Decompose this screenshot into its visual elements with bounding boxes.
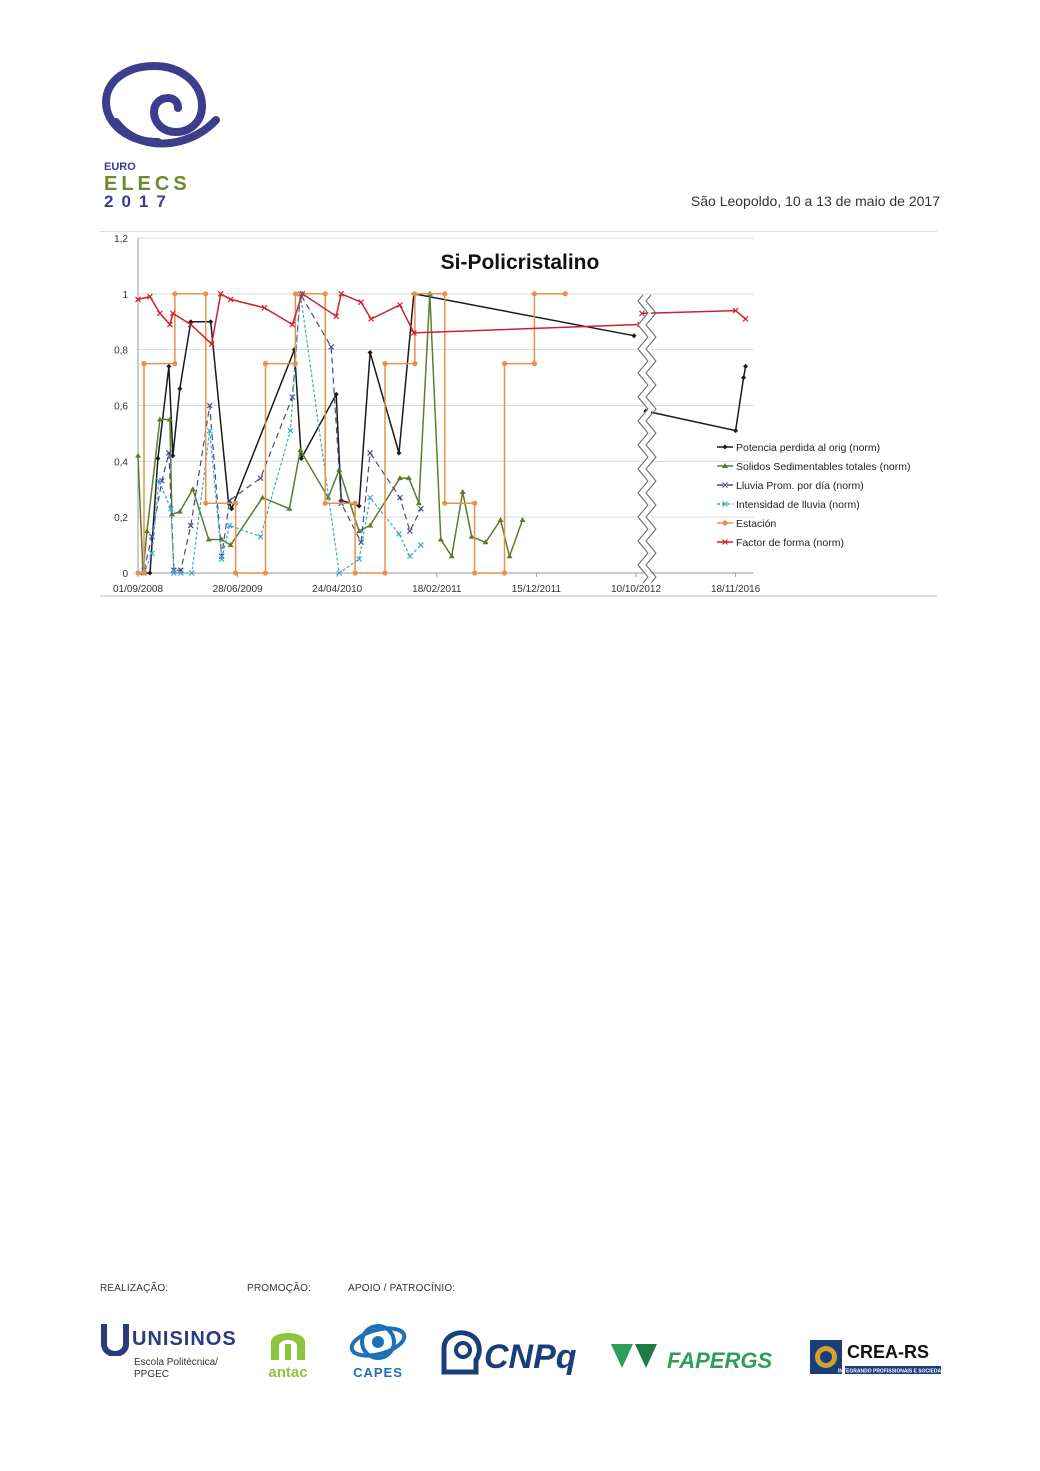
- x-tick-label: 28/06/2009: [212, 584, 263, 595]
- data-point: [233, 501, 238, 506]
- data-point: [293, 361, 298, 366]
- antac-logo: [253, 1322, 323, 1380]
- data-point: [141, 361, 146, 366]
- data-point: [502, 361, 507, 366]
- data-point: [396, 450, 401, 455]
- x-tick-label: 10/10/2012: [610, 584, 662, 595]
- series-1: [135, 291, 525, 575]
- label-promocao: PROMOÇÃO:: [247, 1283, 312, 1294]
- data-point: [460, 489, 466, 494]
- antac-name: antac: [268, 1364, 308, 1380]
- unisinos-sub1: Escola Politécnica/: [134, 1357, 218, 1368]
- data-point: [396, 531, 401, 536]
- series-2: [141, 291, 423, 572]
- capes-orbit-icon: [346, 1320, 410, 1380]
- data-point: [743, 316, 748, 321]
- y-tick-label: 0,2: [114, 513, 128, 525]
- data-point: [141, 570, 146, 575]
- legend-label: Factor de forma (norm): [736, 537, 844, 549]
- data-point: [233, 570, 238, 575]
- data-point: [723, 445, 728, 450]
- legend-item: [717, 537, 844, 549]
- series-line: [144, 294, 421, 570]
- data-point: [172, 361, 177, 366]
- line-chart: [100, 231, 937, 597]
- legend-label: Potencia perdida al orig (norm): [736, 442, 881, 454]
- series-line: [138, 294, 523, 573]
- legend-item: [717, 480, 864, 492]
- x-tick-label: 15/12/2011: [511, 584, 562, 595]
- data-point: [190, 486, 196, 491]
- crea-seal-icon: [809, 1338, 943, 1378]
- data-point: [135, 570, 140, 575]
- fapergs-name: FAPERGS: [667, 1348, 773, 1372]
- crea-sub: INTEGRANDO PROFISSIONAIS E SOCIEDADE: [837, 1368, 943, 1375]
- y-tick-label: 0: [122, 569, 128, 580]
- data-point: [407, 554, 412, 559]
- data-point: [229, 506, 234, 511]
- crea-name: CREA-RS: [847, 1342, 930, 1362]
- data-point: [741, 375, 746, 380]
- chart-container: [100, 231, 937, 597]
- data-point: [563, 291, 568, 296]
- data-point: [297, 447, 303, 452]
- data-point: [632, 333, 637, 338]
- data-point: [418, 543, 423, 548]
- data-point: [177, 386, 182, 391]
- data-point: [147, 571, 152, 576]
- data-point: [382, 361, 387, 366]
- fapergs-triangles-icon: [609, 1340, 789, 1372]
- data-point: [258, 476, 263, 481]
- data-point: [416, 500, 422, 505]
- y-tick-label: 0,6: [114, 401, 128, 413]
- capes-name: CAPES: [353, 1365, 403, 1380]
- legend-label: Lluvia Prom. por día (norm): [736, 480, 864, 492]
- data-point: [412, 361, 417, 366]
- data-point: [743, 364, 748, 369]
- label-apoio: APOIO / PATROCÍNIO:: [348, 1283, 456, 1294]
- legend-item: [717, 499, 860, 511]
- data-point: [260, 495, 266, 500]
- data-point: [353, 501, 358, 506]
- data-point: [203, 291, 208, 296]
- data-point: [288, 428, 293, 433]
- crea-logo: [809, 1338, 943, 1378]
- data-point: [532, 361, 537, 366]
- axis-break-fill: [638, 295, 651, 583]
- data-point: [368, 450, 373, 455]
- y-tick-label: 0,4: [114, 457, 128, 469]
- y-tick-label: 1: [122, 289, 128, 301]
- data-point: [472, 570, 477, 575]
- data-point: [418, 506, 423, 511]
- data-point: [172, 291, 177, 296]
- cnpq-head-icon: [438, 1328, 588, 1378]
- data-point: [502, 570, 507, 575]
- data-point: [263, 570, 268, 575]
- data-point: [166, 364, 171, 369]
- series-line: [646, 366, 746, 430]
- data-point: [208, 319, 213, 324]
- x-tick-label: 24/04/2010: [312, 584, 363, 595]
- y-tick-label: 1,2: [114, 234, 128, 245]
- data-point: [723, 483, 728, 488]
- data-point: [293, 291, 298, 296]
- data-point: [722, 520, 727, 525]
- logo-euro: EURO: [104, 161, 136, 173]
- data-point: [519, 517, 525, 522]
- data-point: [472, 501, 477, 506]
- unisinos-sub2: PPGEC: [134, 1369, 170, 1380]
- fapergs-logo: [609, 1340, 789, 1372]
- data-point: [323, 501, 328, 506]
- data-point: [442, 501, 447, 506]
- legend-item: [717, 442, 880, 454]
- legend-item: [717, 518, 776, 530]
- cnpq-logo: [438, 1328, 588, 1378]
- data-point: [144, 528, 150, 533]
- unisinos-u-icon: [100, 1322, 130, 1356]
- data-point: [733, 428, 738, 433]
- data-point: [353, 570, 358, 575]
- y-tick-label: 0,8: [114, 345, 128, 357]
- legend-item: [717, 461, 911, 473]
- location-date: São Leopoldo, 10 a 13 de maio de 2017: [690, 193, 940, 209]
- data-point: [532, 291, 537, 296]
- legend-label: Intensidad de lluvia (norm): [736, 499, 860, 511]
- label-realizacao: REALIZAÇÃO:: [100, 1283, 169, 1294]
- data-point: [135, 453, 141, 458]
- data-point: [438, 537, 444, 542]
- data-point: [263, 361, 268, 366]
- logo-elecs: ELECS: [104, 173, 191, 195]
- x-tick-label: 18/02/2011: [412, 584, 462, 595]
- x-tick-label: 18/11/2016: [710, 584, 761, 595]
- data-point: [412, 291, 417, 296]
- euroelecs-logo: [98, 62, 226, 210]
- legend-label: Estación: [736, 518, 777, 530]
- data-point: [442, 291, 447, 296]
- legend-label: Solidos Sedimentables totales (norm): [736, 461, 911, 473]
- data-point: [507, 553, 513, 558]
- logo-year: 2017: [104, 192, 174, 210]
- cnpq-name: CNPq: [484, 1338, 577, 1376]
- data-point: [469, 534, 475, 539]
- capes-logo: [346, 1320, 410, 1380]
- unisinos-name: UNISINOS: [132, 1328, 237, 1350]
- data-point: [203, 501, 208, 506]
- data-point: [382, 570, 387, 575]
- data-point: [407, 529, 412, 534]
- data-point: [323, 291, 328, 296]
- data-point: [157, 311, 162, 316]
- data-point: [498, 517, 504, 522]
- series-line: [144, 294, 421, 573]
- antac-arch-icon: [253, 1322, 323, 1380]
- series-line: [138, 294, 640, 344]
- series-3: [141, 291, 423, 575]
- x-tick-label: 01/09/2008: [112, 584, 164, 595]
- series-line: [144, 294, 634, 573]
- series-line: [642, 311, 746, 319]
- chart-title: Si-Policristalino: [440, 251, 600, 274]
- data-point: [368, 350, 373, 355]
